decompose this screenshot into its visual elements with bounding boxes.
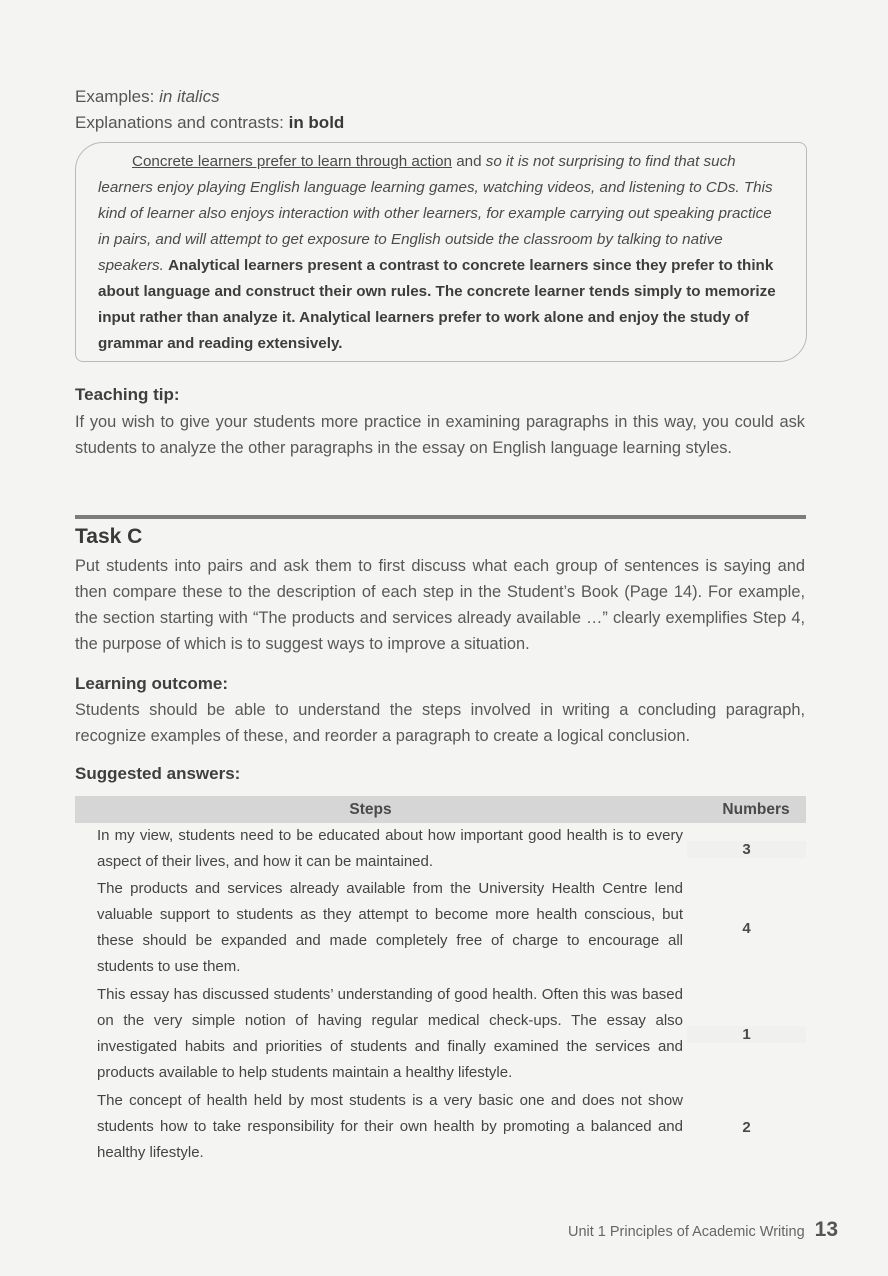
legend-examples-label: Examples: (75, 87, 155, 106)
step-cell: The concept of health held by most students is a very basic one and does not show students how to take responsibility for their own health by promoting a balanced and healthy lifestyle. (97, 1092, 683, 1161)
teaching-tip-text: If you wish to give your students more practice in examining paragraphs in this way, you could ask students to analyze the other paragraphs in the essay on English language learning styles. (75, 413, 805, 457)
page-number: 13 (814, 1218, 838, 1241)
step-cell: The products and services already available from the University Health Centre lend valuable support to students as they attempt to become more health conscious, but these should be expanded and made completely free of charge to encourage all students to use them. (97, 880, 683, 975)
legend-explanations-label: Explanations and contrasts: (75, 113, 284, 132)
task-text: Put students into pairs and ask them to first discuss what each group of sentences is saying and then compare these to the description of each step in the Student’s Book (Page 14). For example, the section starting with “The products and services already available …” clearly exemplifies Step 4, the purpose of which is to suggest ways to improve a situation. (75, 557, 805, 653)
number-cell: 4 (742, 919, 751, 937)
contrast-text: Analytical learners present a contrast to concrete learners since they prefer to think about language and construct their own rules. The concrete learner tends simply to memorize input rather than analyze it. Analytical learners prefer to work alone and enjoy the study of grammar and reading extensively. (98, 257, 776, 352)
table-row (75, 875, 806, 981)
step-cell: In my view, students need to be educated about how important good health is to every aspect of their lives, and how it can be maintained. (97, 827, 683, 870)
table-row (75, 1087, 806, 1167)
suggested-answers-heading: Suggested answers: (75, 764, 241, 783)
annotated-paragraph-box (75, 142, 807, 362)
number-cell: 3 (742, 840, 751, 858)
legend-examples-value: in italics (159, 87, 220, 106)
table-header (75, 796, 806, 823)
step-cell: This essay has discussed students’ understanding of good health. Often this was based on the very simple notion of having regular medical check-ups. The essay also investigated habits and priorities of students and finally examined the services and products available to help students maintain a healthy lifestyle. (97, 986, 683, 1081)
table-body (75, 823, 806, 1167)
learning-outcome-heading: Learning outcome: (75, 674, 229, 693)
teaching-tip-heading: Teaching tip: (75, 385, 180, 404)
connector-text: and (451, 153, 486, 170)
footer-unit-title: Unit 1 Principles of Academic Writing (567, 1224, 805, 1240)
learning-outcome-text: Students should be able to understand the steps involved in writing a concluding paragraph, recognize examples of these, and reorder a paragraph to create a logical conclusion. (75, 701, 805, 745)
legend-examples (75, 84, 344, 110)
task-heading: Task C (75, 525, 143, 548)
number-cell: 2 (742, 1118, 751, 1136)
format-legend (75, 84, 344, 136)
section-divider (75, 515, 806, 519)
page-footer (568, 1218, 838, 1242)
table-row (75, 981, 806, 1087)
topic-sentence: Concrete learners prefer to learn through action (132, 153, 452, 170)
column-header-numbers: Numbers (722, 801, 790, 818)
column-header-steps: Steps (349, 801, 392, 818)
annotated-paragraph (98, 149, 786, 357)
example-text: so it is not surprising to find that such learners enjoy playing English language learning games, watching videos, and listening to CDs. This kind of learner also enjoys interaction with other learners, for example carrying out speaking practice in pairs, and will attempt to get exposure to English outside the classroom by talking to native speakers. (98, 153, 773, 274)
table-row (75, 823, 806, 875)
legend-explanations (75, 110, 344, 136)
legend-explanations-value: in bold (288, 113, 345, 132)
number-cell: 1 (742, 1025, 751, 1043)
answers-table (75, 796, 806, 1167)
